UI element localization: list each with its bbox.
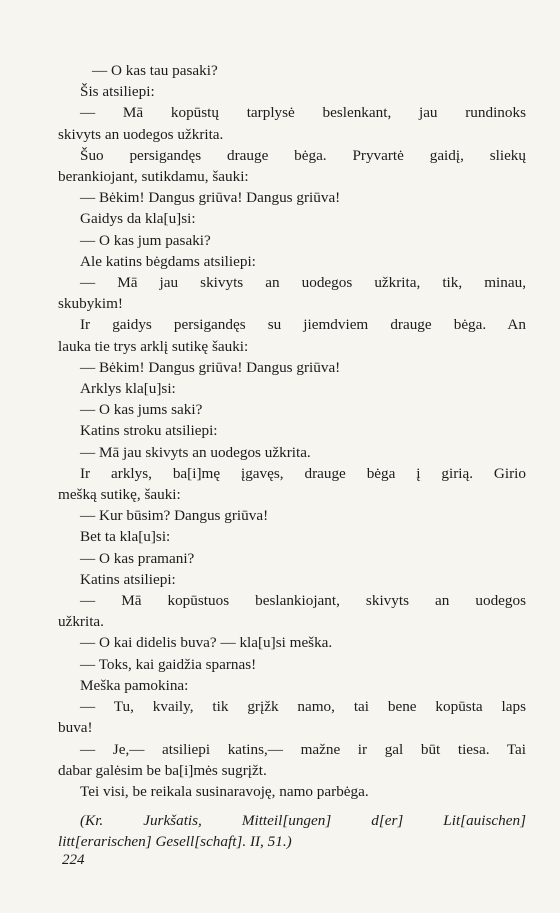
text-line: — O kai didelis buva? — kla[u]si meška.: [80, 634, 333, 652]
text-line: — Toks, kai gaidžia sparnas!: [80, 655, 257, 673]
text-line: Ale katins bėgdams atsiliepi:: [80, 252, 256, 270]
text-line: — Mā jau skivyts an uodegos užkrita, tik, minau,: [80, 274, 526, 292]
text-line: — Bėkim! Dangus griūva! Dangus griūva!: [80, 358, 341, 376]
text-line: užkrita.: [58, 613, 104, 631]
text-line: mešką sutikę, šauki:: [58, 486, 181, 504]
text-line: Tei visi, be reikala susinaravoję, namo parbėga.: [80, 782, 369, 800]
body-text: [58, 60, 526, 853]
text-line: buva!: [58, 719, 93, 737]
text-line: Arklys kla[u]si:: [80, 380, 176, 398]
text-line: Gaidys da kla[u]si:: [80, 210, 196, 228]
text-line: Meška pamokina:: [80, 676, 189, 694]
text-line: Bet ta kla[u]si:: [80, 528, 171, 546]
text-line: — Bėkim! Dangus griūva! Dangus griūva!: [80, 189, 341, 207]
text-line: — O kas pramani?: [80, 549, 195, 567]
text-line: lauka tie trys arklį sutikę šauki:: [58, 337, 249, 355]
text-line: berankiojant, sutikdamu, šauki:: [58, 168, 249, 186]
text-line: Katins stroku atsiliepi:: [80, 422, 218, 440]
text-line: Ir gaidys persigandęs su jiemdviem drauge bėga. An: [80, 316, 526, 334]
text-line: skivyts an uodegos užkrita.: [58, 125, 224, 143]
text-line: — O kas jums saki?: [80, 401, 203, 419]
text-line: skubykim!: [58, 295, 123, 313]
text-line: — Tu, kvaily, tik grįžk namo, tai bene kopūsta laps: [80, 698, 526, 716]
text-line: — Kur būsim? Dangus griūva!: [80, 507, 269, 525]
text-line: — Je,— atsiliepi katins,— mažne ir gal būt tiesa. Tai: [80, 740, 526, 758]
text-line: Ir arklys, ba[i]mę įgavęs, drauge bėga į girią. Girio: [80, 464, 526, 482]
page-number: 224: [62, 852, 85, 868]
source-citation-line: (Kr. Jurkšatis, Mitteil[ungen] d[er] Lit[auischen]: [80, 812, 526, 830]
text-line: Šuo persigandęs drauge bėga. Pryvartė gaidį, sliekų: [80, 146, 526, 164]
text-line: — Mā jau skivyts an uodegos užkrita.: [80, 443, 311, 461]
source-citation-line: litt[erarischen] Gesell[schaft]. II, 51.): [58, 833, 292, 851]
text-line: Šis atsiliepi:: [80, 83, 155, 101]
text-line: Katins atsiliepi:: [80, 570, 176, 588]
text-line: — O kas tau pasaki?: [92, 62, 218, 79]
text-line: — Mā kopūstuos beslankiojant, skivyts an uodegos: [80, 592, 526, 610]
text-line: — O kas jum pasaki?: [80, 231, 211, 249]
text-line: — Mā kopūstų tarplysė beslenkant, jau rundinoks: [80, 104, 526, 122]
text-line: dabar galėsim be ba[i]mės sugrįžt.: [58, 761, 267, 779]
